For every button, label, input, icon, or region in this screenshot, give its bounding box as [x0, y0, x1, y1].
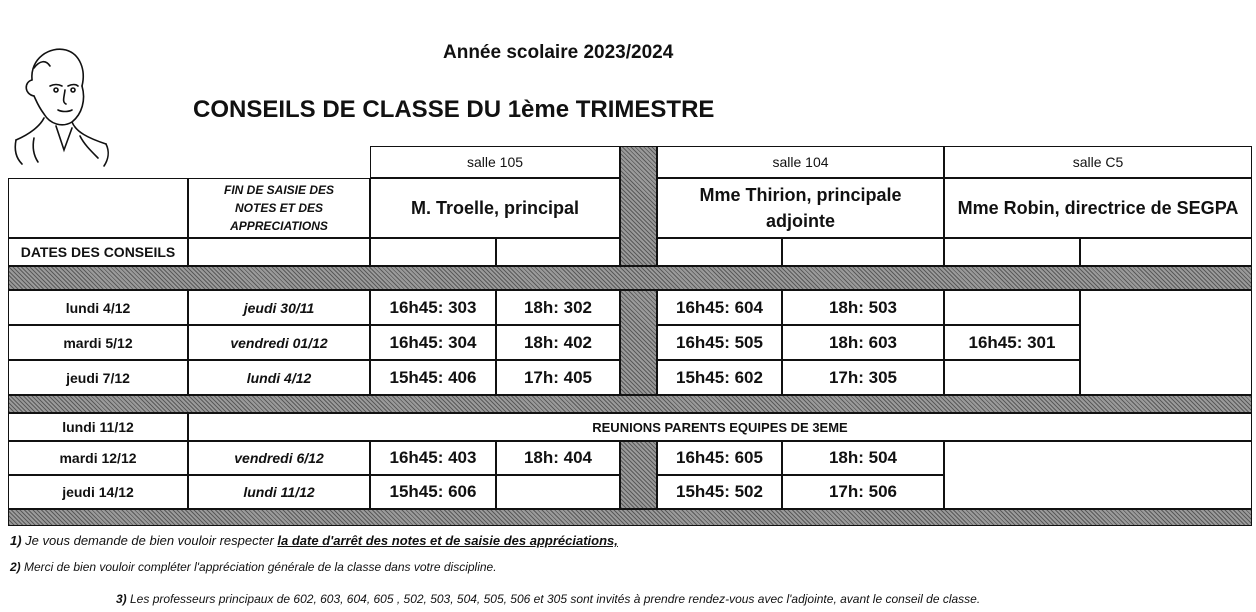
separator-column-top [620, 146, 657, 266]
note-text: Merci de bien vouloir compléter l'appréciation générale de la classe dans votre discipline. [20, 560, 497, 574]
slot-105-second [496, 475, 620, 509]
empty-cell [782, 238, 944, 266]
slot-105-first: 15h45: 406 [370, 360, 496, 395]
slot-105-first: 16h45: 303 [370, 290, 496, 325]
reunion-label: REUNIONS PARENTS EQUIPES DE 3EME [188, 413, 1252, 441]
school-year: Année scolaire 2023/2024 [443, 42, 674, 63]
slot-104-second: 17h: 305 [782, 360, 944, 395]
slot-104-second: 18h: 503 [782, 290, 944, 325]
fin-saisie-header: FIN DE SAISIE DES NOTES ET DES APPRECIATIONS [188, 178, 370, 238]
separator-column [620, 290, 657, 395]
empty-cell [944, 441, 1252, 509]
slot-104-first: 16h45: 604 [657, 290, 782, 325]
slot-104-second: 17h: 506 [782, 475, 944, 509]
president-104: Mme Thirion, principale adjointe [657, 178, 944, 238]
page-title: CONSEILS DE CLASSE DU 1ème TRIMESTRE [193, 96, 715, 123]
fin-saisie-date: vendredi 6/12 [188, 441, 370, 475]
slot-104-second: 18h: 603 [782, 325, 944, 360]
room-header-104: salle 104 [657, 146, 944, 178]
council-date: jeudi 7/12 [8, 360, 188, 395]
separator-column [620, 441, 657, 509]
fin-saisie-date: vendredi 01/12 [188, 325, 370, 360]
note-1 [10, 533, 618, 548]
slot-105-second: 18h: 302 [496, 290, 620, 325]
note-emphasis: la date d'arrêt des notes et de saisie des appréciations, [277, 533, 618, 548]
council-date: lundi 11/12 [8, 413, 188, 441]
note-text: Les professeurs principaux de 602, 603, 604, 605 , 502, 503, 504, 505, 506 et 305 sont invités à prendre rendez-vous avec l'adjointe, avant le conseil de classe. [126, 592, 981, 606]
separator-band [8, 509, 1252, 526]
empty-cell [370, 238, 496, 266]
note-number: 1) [10, 533, 22, 548]
slot-105-second: 18h: 404 [496, 441, 620, 475]
empty-cell [1080, 238, 1252, 266]
president-c5: Mme Robin, directrice de SEGPA [944, 178, 1252, 238]
slot-104-first: 16h45: 605 [657, 441, 782, 475]
empty-cell [944, 290, 1080, 325]
fin-saisie-date: jeudi 30/11 [188, 290, 370, 325]
dates-header: DATES DES CONSEILS [8, 238, 188, 266]
slot-c5: 16h45: 301 [944, 325, 1080, 360]
slot-105-first: 16h45: 403 [370, 441, 496, 475]
portrait-sketch-icon [10, 40, 114, 168]
council-date: lundi 4/12 [8, 290, 188, 325]
slot-105-second: 17h: 405 [496, 360, 620, 395]
empty-cell [944, 238, 1080, 266]
empty-cell [1080, 290, 1252, 395]
slot-104-first: 16h45: 505 [657, 325, 782, 360]
empty-cell [188, 238, 370, 266]
separator-band [8, 395, 1252, 413]
council-date: mardi 12/12 [8, 441, 188, 475]
room-header-c5: salle C5 [944, 146, 1252, 178]
slot-104-second: 18h: 504 [782, 441, 944, 475]
slot-105-first: 16h45: 304 [370, 325, 496, 360]
fin-saisie-date: lundi 4/12 [188, 360, 370, 395]
separator-band [8, 266, 1252, 290]
note-number: 2) [10, 560, 21, 574]
slot-104-first: 15h45: 602 [657, 360, 782, 395]
note-text: Je vous demande de bien vouloir respecter [21, 533, 278, 548]
president-105: M. Troelle, principal [370, 178, 620, 238]
council-date: jeudi 14/12 [8, 475, 188, 509]
slot-105-first: 15h45: 606 [370, 475, 496, 509]
empty-header-cell [8, 178, 188, 238]
fin-saisie-date: lundi 11/12 [188, 475, 370, 509]
council-date: mardi 5/12 [8, 325, 188, 360]
slot-104-first: 15h45: 502 [657, 475, 782, 509]
note-2 [10, 560, 497, 574]
note-3 [116, 592, 980, 606]
empty-cell [657, 238, 782, 266]
slot-105-second: 18h: 402 [496, 325, 620, 360]
empty-cell [944, 360, 1080, 395]
room-header-105: salle 105 [370, 146, 620, 178]
note-number: 3) [116, 592, 127, 606]
empty-cell [496, 238, 620, 266]
